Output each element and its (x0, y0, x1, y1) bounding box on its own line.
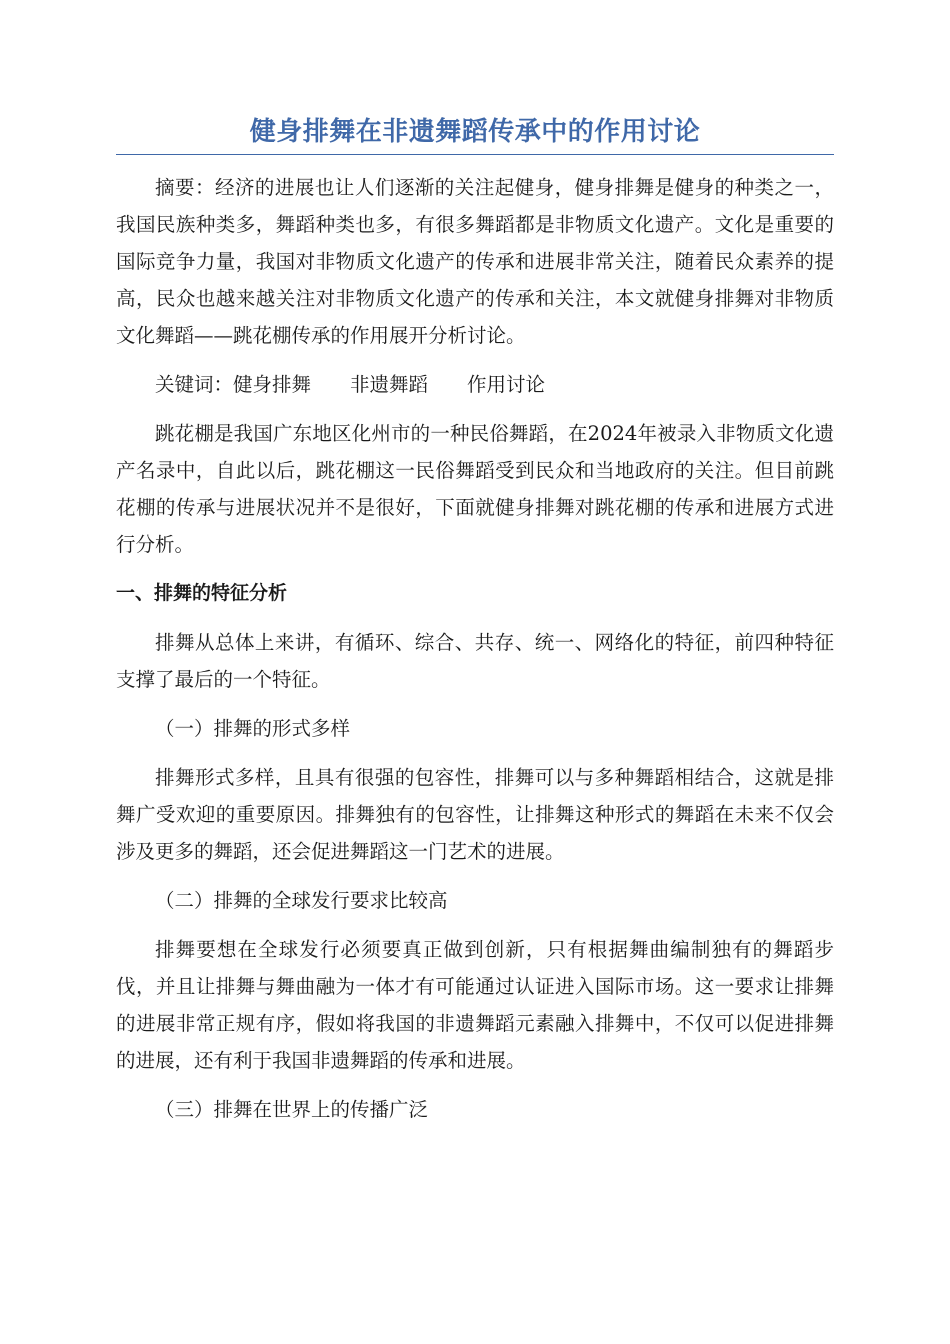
section-heading-1: 一、排舞的特征分析 (116, 582, 288, 604)
subsection-heading-1: （一）排舞的形式多样 (155, 717, 351, 740)
section1-paragraph: 排舞从总体上来讲，有循环、综合、共存、统一、网络化的特征，前四种特征支撑了最后的一个特征。 (116, 631, 834, 691)
subsection1-paragraph: 排舞形式多样，且具有很强的包容性，排舞可以与多种舞蹈相结合，这就是排舞广受欢迎的重要原因。排舞独有的包容性，让排舞这种形式的舞蹈在未来不仅会涉及更多的舞蹈，还会促进舞蹈这一门艺术的进展。 (116, 766, 834, 863)
subsection-heading-3: （三）排舞在世界上的传播广泛 (155, 1098, 429, 1121)
keywords-line: 关键词：健身排舞 非遗舞蹈 作用讨论 (155, 373, 546, 396)
intro-paragraph: 跳花棚是我国广东地区化州市的一种民俗舞蹈，在2024年被录入非物质文化遗产名录中，自此以后，跳花棚这一民俗舞蹈受到民众和当地政府的关注。但目前跳花棚的传承与进展状况并不是很好，下面就健身排舞对跳花棚的传承和进展方式进行分析。 (116, 422, 834, 556)
subsection-heading-2: （二）排舞的全球发行要求比较高 (155, 889, 448, 912)
subsection2-paragraph: 排舞要想在全球发行必须要真正做到创新，只有根据舞曲编制独有的舞蹈步伐，并且让排舞与舞曲融为一体才有可能通过认证进入国际市场。这一要求让排舞的进展非常正规有序，假如将我国的非遗舞蹈元素融入排舞中，不仅可以促进排舞的进展，还有利于我国非遗舞蹈的传承和进展。 (116, 938, 834, 1072)
abstract-paragraph: 摘要：经济的进展也让人们逐渐的关注起健身，健身排舞是健身的种类之一，我国民族种类多，舞蹈种类也多，有很多舞蹈都是非物质文化遗产。文化是重要的国际竞争力量，我国对非物质文化遗产的传承和进展非常关注，随着民众素养的提高，民众也越来越关注对非物质文化遗产的传承和关注，本文就健身排舞对非物质文化舞蹈——跳花棚传承的作用展开分析讨论。 (116, 176, 834, 347)
document-title: 健身排舞在非遗舞蹈传承中的作用讨论 (116, 112, 834, 155)
document-page (116, 112, 834, 1140)
